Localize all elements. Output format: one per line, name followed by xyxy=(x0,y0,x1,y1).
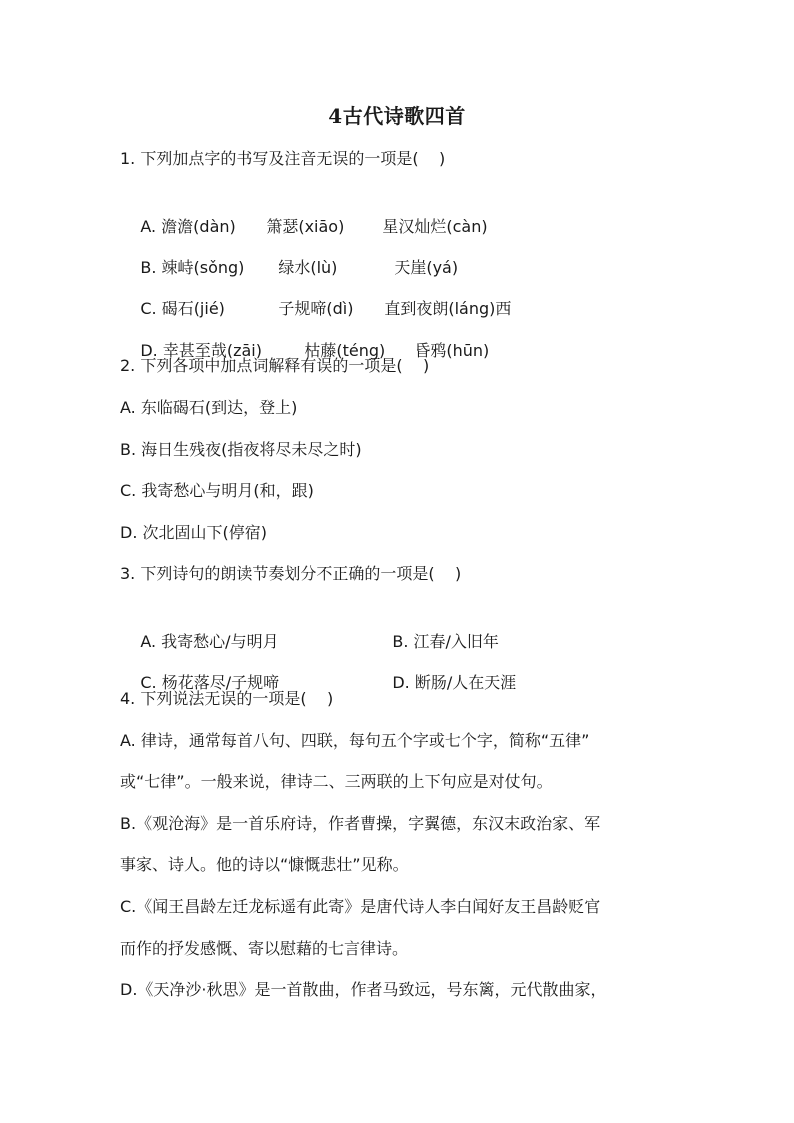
question-3-option-d: D. 断肠/人在天涯 xyxy=(392,673,517,692)
option-d-item-3: 昏鸦(hūn) xyxy=(414,341,490,360)
option-a-item-1: A. 澹澹(dàn) xyxy=(140,217,236,236)
option-c-item-2: 子规啼(dì) xyxy=(278,299,354,318)
option-c-item-1: C. 碣石(jié) xyxy=(140,299,225,318)
question-4-option-c-line-1: C.《闻王昌龄左迁龙标遥有此寄》是唐代诗人李白闻好友王昌龄贬官 xyxy=(120,897,601,916)
option-d-item-1: D. 幸甚至哉(zāi) xyxy=(140,341,262,360)
question-4-option-c-line-2: 而作的抒发感慨、寄以慰藉的七言律诗。 xyxy=(120,939,409,958)
question-2-option-a: A. 东临碣石(到达，登上) xyxy=(120,398,298,417)
option-d-item-2: 枯藤(téng) xyxy=(304,341,386,360)
question-3-row-1 xyxy=(120,603,499,651)
option-b-item-2: 绿水(lù) xyxy=(278,258,338,277)
question-4-option-d-line-1: D.《天净沙·秋思》是一首散曲，作者马致远，号东篱，元代散曲家， xyxy=(120,980,607,999)
question-4-option-b-line-1: B.《观沧海》是一首乐府诗，作者曹操，字翼德，东汉末政治家、军 xyxy=(120,814,601,833)
question-3-option-a: A. 我寄愁心/与明月 xyxy=(140,632,279,651)
question-4-option-a-line-1: A. 律诗，通常每首八句、四联，每句五个字或七个字，简称“五律” xyxy=(120,731,590,750)
question-3-option-c: C. 杨花落尽/子规啼 xyxy=(140,673,280,692)
option-a-item-2: 箫瑟(xiāo) xyxy=(266,217,345,236)
question-2-stem: 2. 下列各项中加点词解释有误的一项是( ) xyxy=(120,356,430,375)
question-4-stem: 4. 下列说法无误的一项是( ) xyxy=(120,689,334,708)
question-4-option-a-line-2: 或“七律”。一般来说，律诗二、三两联的上下句应是对仗句。 xyxy=(120,772,553,791)
question-2-option-c: C. 我寄愁心与明月(和，跟) xyxy=(120,481,314,500)
question-3-stem: 3. 下列诗句的朗读节奏划分不正确的一项是( ) xyxy=(120,564,462,583)
question-1-stem: 1. 下列加点字的书写及注音无误的一项是( ) xyxy=(120,149,446,168)
option-c-item-3: 直到夜朗(láng)西 xyxy=(384,299,512,318)
question-1-option-d xyxy=(120,312,490,360)
question-3-option-b: B. 江春/入旧年 xyxy=(392,632,499,651)
question-1-option-a xyxy=(120,188,488,236)
option-a-item-3: 星汉灿烂(càn) xyxy=(382,217,488,236)
question-3-row-2 xyxy=(120,644,517,692)
document-title: 4古代诗歌四首 xyxy=(328,104,466,128)
question-2-option-d: D. 次北固山下(停宿) xyxy=(120,523,267,542)
question-2-option-b: B. 海日生残夜(指夜将尽未尽之时) xyxy=(120,440,362,459)
question-1-option-b xyxy=(120,229,459,277)
question-1-option-c xyxy=(120,270,512,318)
option-b-item-3: 天崖(yá) xyxy=(394,258,459,277)
option-b-item-1: B. 竦峙(sǒng) xyxy=(140,258,245,277)
question-4-option-b-line-2: 事家、诗人。他的诗以“慷慨悲壮”见称。 xyxy=(120,855,409,874)
